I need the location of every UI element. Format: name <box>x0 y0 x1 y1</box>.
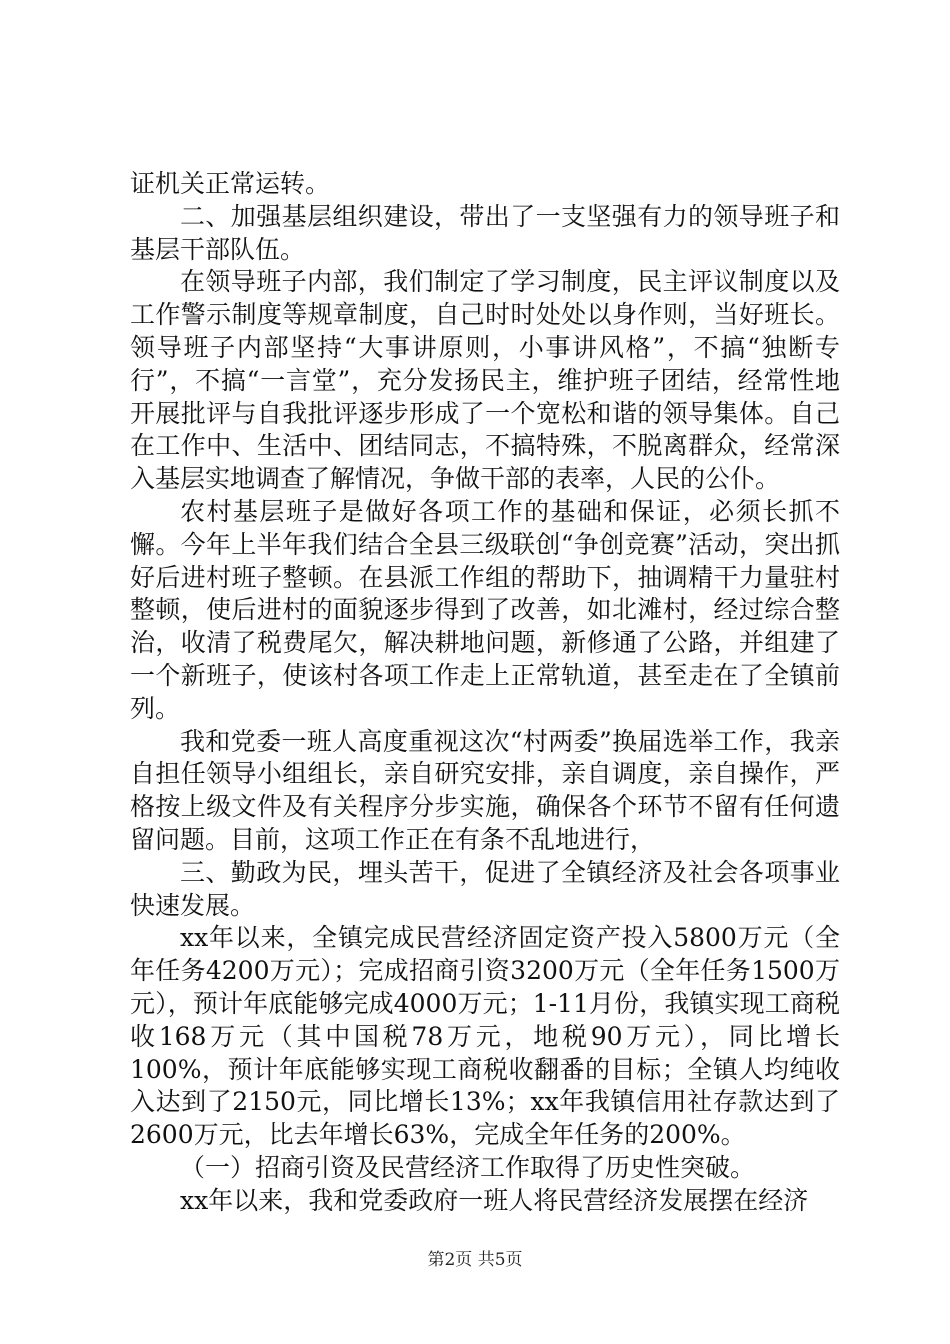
paragraph-private-economy: xx年以来，我和党委政府一班人将民营经济发展摆在经济 <box>180 1185 809 1215</box>
paragraph-election: 我和党委一班人高度重视这次“村两委”换届选举工作，我亲自担任领导小组组长，亲自研究安排，亲自调度，亲自操作，严格按上级文件及有关程序分步实施，确保各个环节不留有任何遗留问题。目前，这项工作正在有条不乱地进行， <box>130 726 840 854</box>
paragraph-rural-teams: 农村基层班子是做好各项工作的基础和保证，必须长抓不懈。今年上半年我们结合全县三级联创“争创竞赛”活动，突出抓好后进村班子整顿。在县派工作组的帮助下，抽调精干力量驻村整顿，使后进村的面貌逐步得到了改善，如北滩村，经过综合整治，收清了税费尾欠，解决耕地问题，新修通了公路，并组建了一个新班子，使该村各项工作走上正常轨道，甚至走在了全镇前列。 <box>130 496 840 723</box>
section-heading-3: 三、勤政为民，埋头苦干，促进了全镇经济及社会各项事业快速发展。 <box>130 857 840 920</box>
page-number-footer: 第2页 共5页 <box>427 1250 523 1270</box>
paragraph-continuation: 证机关正常运转。 <box>130 169 331 198</box>
document-body <box>130 168 840 1218</box>
paragraph-leadership: 在领导班子内部，我们制定了学习制度，民主评议制度以及工作警示制度等规章制度，自己时时处处以身作则，当好班长。领导班子内部坚持“大事讲原则，小事讲风格”，不搞“独断专行”，不搞“一言堂”，充分发扬民主，维护班子团结，经常性地开展批评与自我批评逐步形成了一个宽松和谐的领导集体。自己在工作中、生活中、团结同志，不搞特殊，不脱离群众，经常深入基层实地调查了解情况，争做干部的表率，人民的公仆。 <box>130 267 840 494</box>
paragraph-economy-stats: xx年以来，全镇完成民营经济固定资产投入5800万元（全年任务4200万元）；完成招商引资3200万元（全年任务1500万元），预计年底能够完成4000万元；1-11月份，我镇实现工商税收168万元（其中国税78万元，地税90万元），同比增长100%，预计年底能够实现工商税收翻番的目标；全镇人均纯收入达到了2150元，同比增长13%；xx年我镇信用社存款达到了2600万元，比去年增长63%，完成全年任务的200%。 <box>130 923 840 1150</box>
section-heading-2: 二、加强基层组织建设，带出了一支坚强有力的领导班子和基层干部队伍。 <box>130 201 840 264</box>
subsection-heading-1: （一）招商引资及民营经济工作取得了历史性突破。 <box>180 1152 756 1182</box>
